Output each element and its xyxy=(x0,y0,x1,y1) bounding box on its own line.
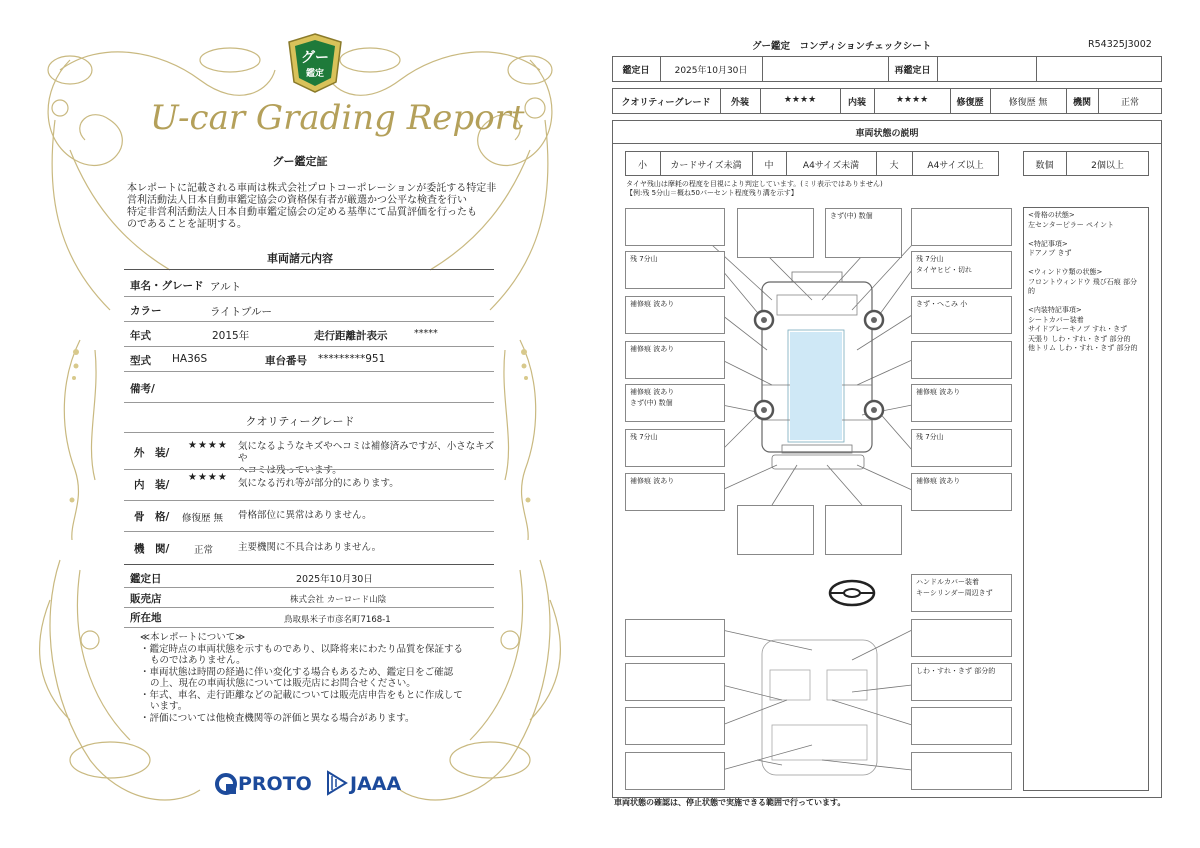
divider xyxy=(612,143,1162,144)
model-label: 型式 xyxy=(130,355,151,367)
jaaa-logo-icon xyxy=(326,770,348,796)
divider xyxy=(124,531,494,532)
tire-note: タイヤ残山は摩耗の程度を目視により判定しています。(ミリ表示ではありません) xyxy=(626,180,883,188)
engine-label: 機関 xyxy=(1072,98,1091,108)
callout-box xyxy=(911,208,1012,246)
divider xyxy=(124,627,494,628)
count-label: 数個 xyxy=(1035,161,1054,171)
divider xyxy=(1036,56,1037,82)
state-title: 車両状態の説明 xyxy=(855,129,919,139)
divider xyxy=(124,321,494,322)
certificate-title: グー鑑定証 xyxy=(272,155,328,168)
frame-value: 修復歴 無 xyxy=(182,513,224,524)
svg-text:鑑定: 鑑定 xyxy=(305,69,325,79)
reeval-date-label: 再鑑定日 xyxy=(894,66,931,76)
callout-box xyxy=(625,208,725,246)
callout-box xyxy=(911,341,1012,379)
count-desc: 2個以上 xyxy=(1091,161,1124,171)
quality-grade-label: クオリティーグレード xyxy=(621,98,711,108)
mileage-value: ***** xyxy=(414,328,438,339)
frame-desc: 骨格部位に異常はありません。 xyxy=(238,510,372,521)
condition-notes-panel: <骨格の状態> 左センターピラー ペイント <特記事項> ドアノブ きず <ウィンドウ類の状態> フロントウィンドウ 飛び石痕 部分的 <内装特記事項> シートカバー装着 サイドブレーキノブ すれ・きず 天張り しわ・すれ・きず 部分的 他トリム しわ・すれ・きず 部分的 xyxy=(1023,207,1149,791)
divider xyxy=(124,296,494,297)
callout-box xyxy=(625,707,725,745)
chassis-label: 車台番号 xyxy=(265,355,307,367)
eval-date-label: 鑑定日 xyxy=(130,573,162,585)
divider xyxy=(124,587,494,588)
engine-label: 機 関/ xyxy=(134,543,170,555)
callout-box-top-center: きず(中) 数個 xyxy=(825,208,902,258)
callout-box-steering: ハンドルカバー装着 キーシリンダー周辺きず xyxy=(911,574,1012,612)
divider xyxy=(124,371,494,372)
callout-box xyxy=(911,752,1012,790)
callout-box xyxy=(737,505,814,555)
car-name-value: アルト xyxy=(210,281,242,293)
callout-box xyxy=(911,707,1012,745)
footer-note: 車両状態の確認は、停止状態で実施できる範囲で行っています。 xyxy=(614,798,846,807)
eval-date-value: 2025年10月30日 xyxy=(674,66,748,76)
report-notes xyxy=(138,632,498,724)
callout-box xyxy=(737,208,814,258)
note-item: ・年式、車名、走行距離などの記載については販売店申告をもとに作成して います。 xyxy=(140,689,463,712)
size-large-desc: A4サイズ以上 xyxy=(927,161,984,171)
note-item: ・鑑定時点の車両状態を示すものであり、以降将来にわたり品質を保証する ものではありません。 xyxy=(140,643,464,666)
eval-date-value: 2025年10月30日 xyxy=(296,574,373,585)
callout-box xyxy=(625,752,725,790)
divider xyxy=(124,607,494,608)
callout-box-l-rear-panel: 補修痕 波あり きず(中) 数個 xyxy=(625,384,725,422)
interior-desc: 気になる汚れ等が部分的にあります。 xyxy=(238,478,399,489)
model-value: HA36S xyxy=(172,353,208,365)
ext-stars: ★★★★ xyxy=(783,95,817,105)
proto-brand: PROTO xyxy=(238,773,312,795)
exterior-stars: ★★★★ xyxy=(188,440,228,451)
callout-box-r-rear-panel: 補修痕 波あり xyxy=(911,384,1012,422)
divider xyxy=(124,346,494,347)
svg-text:グー: グー xyxy=(301,50,329,66)
callout-box-l-tire-rear: 残 7分山 xyxy=(625,429,725,467)
size-small-desc: カードサイズ未満 xyxy=(670,161,742,171)
callout-box xyxy=(911,619,1012,657)
jaaa-brand: JAAA xyxy=(350,773,402,795)
eval-date-label: 鑑定日 xyxy=(622,66,650,76)
address-label: 所在地 xyxy=(130,612,162,624)
tire-note-example: 【例:残 5分山＝概ね50パーセント程度残り溝を示す】 xyxy=(626,189,798,197)
divider xyxy=(124,500,494,501)
remarks-label: 備考/ xyxy=(130,383,155,395)
callout-box xyxy=(625,619,725,657)
size-large: 大 xyxy=(889,161,899,171)
address-value: 鳥取県米子市彦名町7168-1 xyxy=(284,615,391,625)
engine-value: 正常 xyxy=(194,545,214,556)
callout-box-l-front-door: 補修痕 波あり xyxy=(625,296,725,334)
callout-box-r-front-door: きず・へこみ 小 xyxy=(911,296,1012,334)
note-item: ・評価については他検査機関等の評価と異なる場合があります。 xyxy=(140,712,415,724)
exterior-label: 外 装/ xyxy=(134,447,170,459)
divider xyxy=(937,56,938,82)
year-value: 2015年 xyxy=(212,330,250,342)
check-sheet-title: グー鑑定 コンディションチェックシート xyxy=(752,41,932,52)
interior-label: 内 装/ xyxy=(134,479,170,491)
int-label: 内装 xyxy=(847,98,866,108)
callout-box-r-bumper: 補修痕 波あり xyxy=(911,473,1012,511)
callout-box-r-seat: しわ・すれ・きず 部分的 xyxy=(911,663,1012,701)
chassis-value: *********951 xyxy=(318,353,386,365)
size-mid-desc: A4サイズ未満 xyxy=(802,161,860,171)
callout-box xyxy=(825,505,902,555)
engine-value: 正常 xyxy=(1120,98,1139,108)
divider xyxy=(124,564,494,565)
divider xyxy=(762,56,763,82)
callout-box-r-tire-front: 残 7分山 タイヤヒビ・切れ xyxy=(911,251,1012,289)
steering-wheel-icon xyxy=(830,581,874,605)
certificate-text: 本レポートに記載される車両は株式会社プロトコーポレーションが委託する特定非 営利活動法人日本自動車鑑定協会の資格保有者が厳選かつ公平な検査を行い 特定非営利活動法人日本自動車鑑定協会の定める基準にて品質評価を行ったも のであることを証明する。 xyxy=(127,183,497,230)
callout-box xyxy=(625,663,725,701)
callout-box-l-bumper: 補修痕 波あり xyxy=(625,473,725,511)
proto-logo-icon xyxy=(214,772,238,796)
note-item: ・車両状態は時間の経過に伴い変化する場合もあるため、鑑定日をご確認 の上、現在の車両状態については販売店にお問合せください。 xyxy=(140,666,454,689)
exterior-desc: 気になるようなキズやヘコミは補修済みですが、小さなキズや ヘコミは残っています。 xyxy=(238,441,495,476)
engine-desc: 主要機関に不具合はありません。 xyxy=(238,542,382,553)
divider xyxy=(124,469,494,470)
shop-label: 販売店 xyxy=(130,593,162,605)
repair-label: 修復歴 xyxy=(956,98,984,108)
car-name-label: 車名・グレード xyxy=(130,280,204,292)
callout-box-r-tire-rear: 残 7分山 xyxy=(911,429,1012,467)
notes-title: ≪本レポートについて≫ xyxy=(140,632,246,643)
size-mid: 中 xyxy=(764,161,774,171)
divider xyxy=(124,432,494,433)
mileage-label: 走行距離計表示 xyxy=(314,330,388,342)
report-code: R54325J3002 xyxy=(1088,39,1152,50)
year-label: 年式 xyxy=(130,330,151,342)
callout-box-l-tire-front: 残 7分山 xyxy=(625,251,725,289)
grade-section-title: クオリティーグレード xyxy=(245,415,355,428)
goo-kantei-badge-icon xyxy=(286,32,344,94)
report-title: U-car Grading Report xyxy=(150,98,525,138)
frame-label: 骨 格/ xyxy=(134,511,170,523)
color-label: カラー xyxy=(130,305,162,317)
specs-section-title: 車両諸元内容 xyxy=(267,252,333,265)
int-stars: ★★★★ xyxy=(895,95,929,105)
ext-label: 外装 xyxy=(730,98,749,108)
color-value: ライトブルー xyxy=(210,306,272,318)
repair-value: 修復歴 無 xyxy=(1008,98,1048,108)
divider xyxy=(124,402,494,403)
shop-value: 株式会社 カーロード山陰 xyxy=(290,595,387,605)
size-small: 小 xyxy=(637,161,647,171)
callout-box-l-rear-door: 補修痕 波あり xyxy=(625,341,725,379)
interior-stars: ★★★★ xyxy=(188,472,228,483)
divider xyxy=(124,269,494,270)
